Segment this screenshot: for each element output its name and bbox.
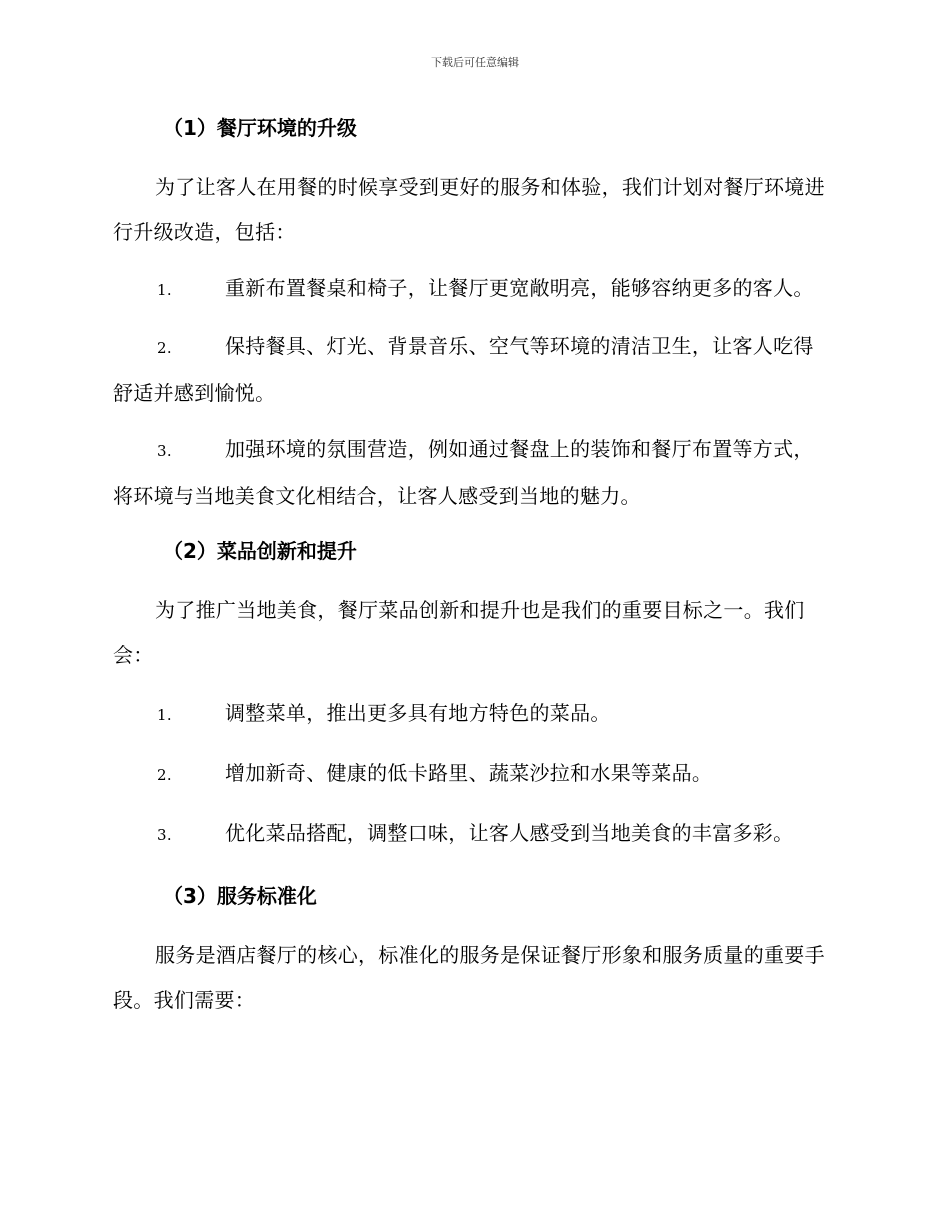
list-number: 2. — [157, 339, 172, 357]
list-number: 1. — [157, 281, 172, 299]
section-intro-3: 服务是酒店餐厅的核心，标准化的服务是保证餐厅形象和服务质量的重要手段。我们需要： — [113, 943, 825, 1012]
list-item-text: 调整菜单，推出更多具有地方特色的菜品。 — [225, 701, 611, 725]
list-number: 3. — [157, 826, 172, 844]
list-number: 3. — [157, 442, 172, 460]
list-number: 2. — [157, 766, 172, 784]
document-body — [113, 110, 833, 1023]
section-heading-2: （2）菜品创新和提升 — [163, 539, 357, 563]
list-item-text: 重新布置餐桌和椅子，让餐厅更宽敞明亮，能够容纳更多的客人。 — [225, 276, 814, 300]
list-item — [113, 751, 833, 798]
section-heading-1: （1）餐厅环境的升级 — [163, 116, 357, 140]
section-heading-3: （3）服务标准化 — [163, 884, 317, 908]
list-item-text: 加强环境的氛围营造，例如通过餐盘上的装饰和餐厅布置等方式，将环境与当地美食文化相结合，让客人感受到当地的魅力。 — [113, 437, 814, 508]
list-item-text: 保持餐具、灯光、背景音乐、空气等环境的清洁卫生，让客人吃得舒适并感到愉悦。 — [113, 334, 814, 405]
section-intro-2: 为了推广当地美食，餐厅菜品创新和提升也是我们的重要目标之一。我们会： — [113, 598, 805, 667]
list-item — [113, 266, 833, 313]
list-item-text: 增加新奇、健康的低卡路里、蔬菜沙拉和水果等菜品。 — [225, 761, 713, 785]
list-item-text: 优化菜品搭配，调整口味，让客人感受到当地美食的丰富多彩。 — [225, 821, 794, 845]
section-intro-1: 为了让客人在用餐的时候享受到更好的服务和体验，我们计划对餐厅环境进行升级改造，包括： — [113, 175, 825, 244]
list-item — [113, 427, 833, 519]
list-item — [113, 691, 833, 738]
list-number: 1. — [157, 706, 172, 724]
list-item — [113, 811, 833, 858]
page-header-note: 下载后可任意编辑 — [431, 56, 519, 69]
list-item — [113, 324, 833, 416]
